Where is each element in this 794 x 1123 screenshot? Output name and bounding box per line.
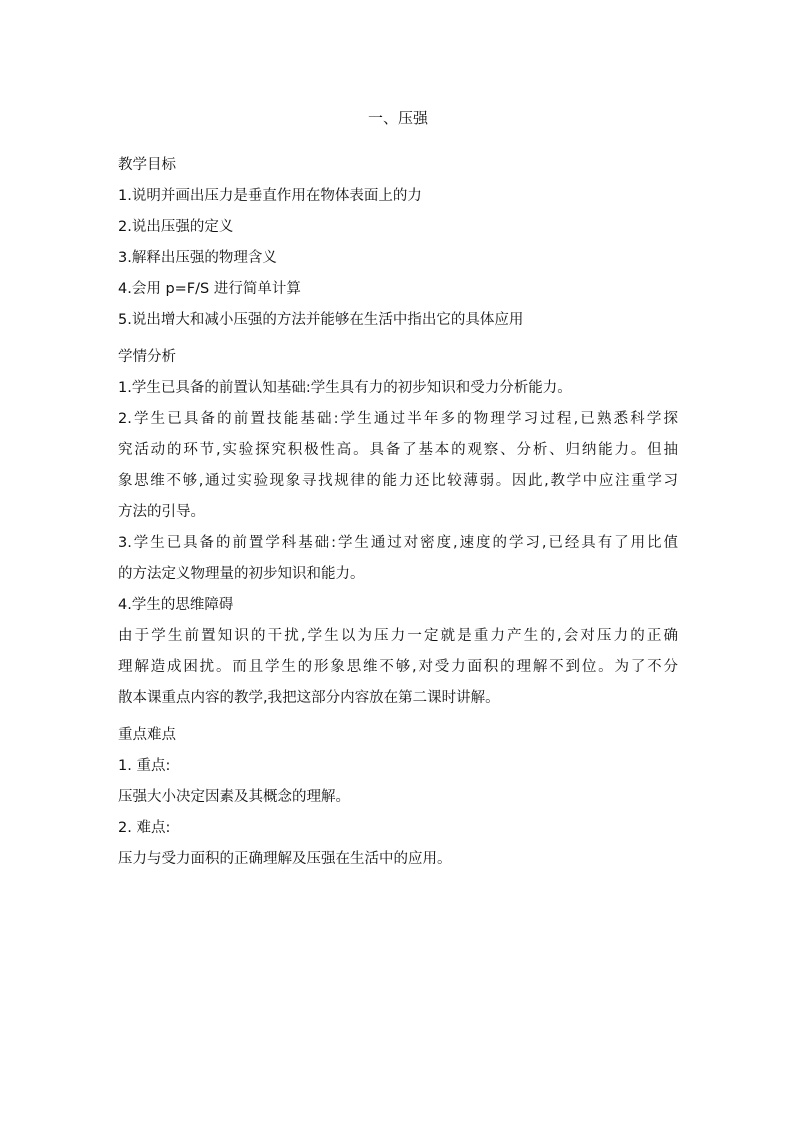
objective-item-2: 2.说出压强的定义 xyxy=(118,219,234,235)
analysis-item-4-line: 由于学生前置知识的干扰,学生以为压力一定就是重力产生的,会对压力的正确 xyxy=(118,628,678,644)
analysis-item-4-line: 散本课重点内容的教学,我把这部分内容放在第二课时讲解。 xyxy=(118,690,500,706)
document-page xyxy=(118,104,678,875)
difficult-point-label: 2. 难点: xyxy=(118,820,171,836)
analysis-item-1: 1.学生已具备的前置认知基础:学生具有力的初步知识和受力分析能力。 xyxy=(118,380,572,396)
key-point-label: 1. 重点: xyxy=(118,758,171,774)
analysis-item-2-line: 究活动的环节,实验探究积极性高。具备了基本的观察、分析、归纳能力。但抽 xyxy=(118,442,678,458)
analysis-item-4-text xyxy=(118,621,678,714)
analysis-item-2 xyxy=(118,404,678,528)
analysis-item-2-line: 2.学生已具备的前置技能基础:学生通过半年多的物理学习过程,已熟悉科学探 xyxy=(118,411,678,427)
objective-item-4: 4.会用 p=F/S 进行简单计算 xyxy=(118,281,301,297)
objective-item-1: 1.说明并画出压力是垂直作用在物体表面上的力 xyxy=(118,188,422,204)
analysis-item-3-line: 3.学生已具备的前置学科基础:学生通过对密度,速度的学习,已经具有了用比值 xyxy=(118,535,678,551)
key-points-heading: 重点难点 xyxy=(118,727,176,743)
analysis-heading: 学情分析 xyxy=(118,349,176,365)
analysis-item-2-line: 象思维不够,通过实验现象寻找规律的能力还比较薄弱。因此,教学中应注重学习 xyxy=(118,473,678,489)
analysis-item-4: 4.学生的思维障碍 xyxy=(118,597,234,613)
analysis-item-4-line: 理解造成困扰。而且学生的形象思维不够,对受力面积的理解不到位。为了不分 xyxy=(118,659,678,675)
objective-item-5: 5.说出增大和减小压强的方法并能够在生活中指出它的具体应用 xyxy=(118,312,524,328)
analysis-item-2-line: 方法的引导。 xyxy=(118,504,205,520)
analysis-item-3 xyxy=(118,528,678,590)
objectives-heading: 教学目标 xyxy=(118,157,176,173)
key-point-text: 压强大小决定因素及其概念的理解。 xyxy=(118,789,350,805)
difficult-point-text: 压力与受力面积的正确理解及压强在生活中的应用。 xyxy=(118,851,452,867)
objective-item-3: 3.解释出压强的物理含义 xyxy=(118,250,277,266)
analysis-item-3-line: 的方法定义物理量的初步知识和能力。 xyxy=(118,566,365,582)
page-title: 一、压强 xyxy=(367,109,428,127)
